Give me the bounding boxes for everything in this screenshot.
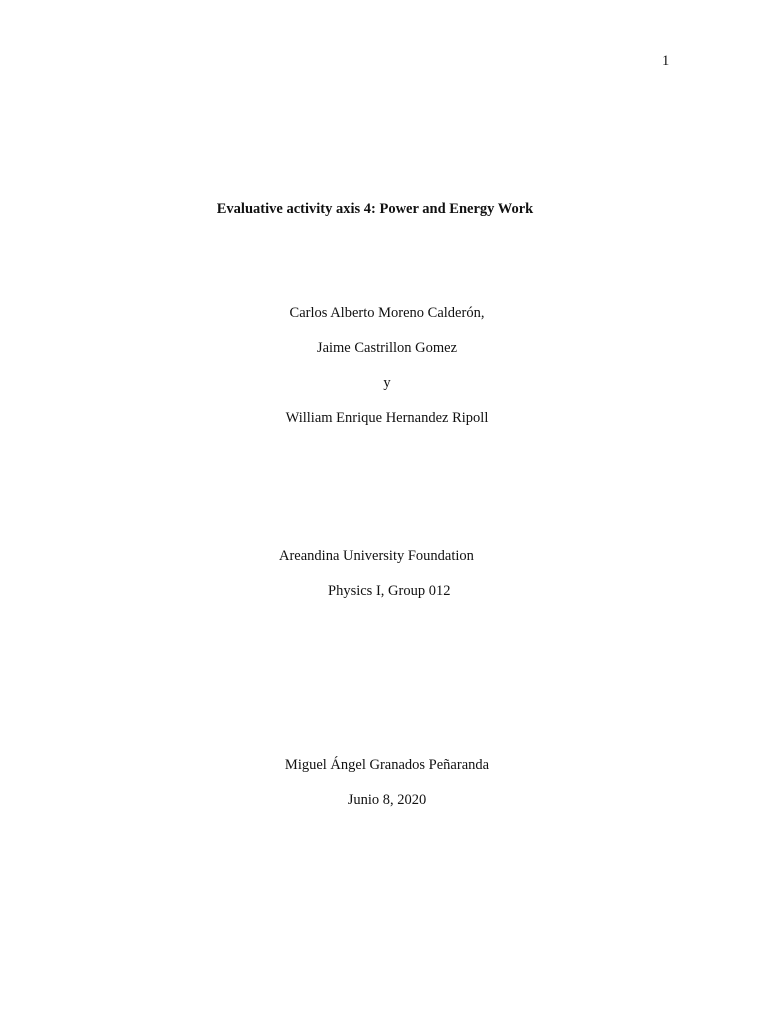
course-name: Physics I, Group 012	[328, 583, 451, 599]
submission-date: Junio 8, 2020	[347, 792, 427, 808]
paper-title: Evaluative activity axis 4: Power and Energy Work	[216, 201, 534, 217]
author-name: Jaime Castrillon Gomez	[316, 340, 458, 356]
instructor-name: Miguel Ángel Granados Peñaranda	[284, 757, 490, 773]
author-conjunction: y	[383, 375, 391, 391]
institution-name: Areandina University Foundation	[279, 548, 474, 564]
page-number: 1	[662, 53, 670, 69]
author-name: William Enrique Hernandez Ripoll	[285, 410, 489, 426]
author-name: Carlos Alberto Moreno Calderón,	[289, 305, 485, 321]
